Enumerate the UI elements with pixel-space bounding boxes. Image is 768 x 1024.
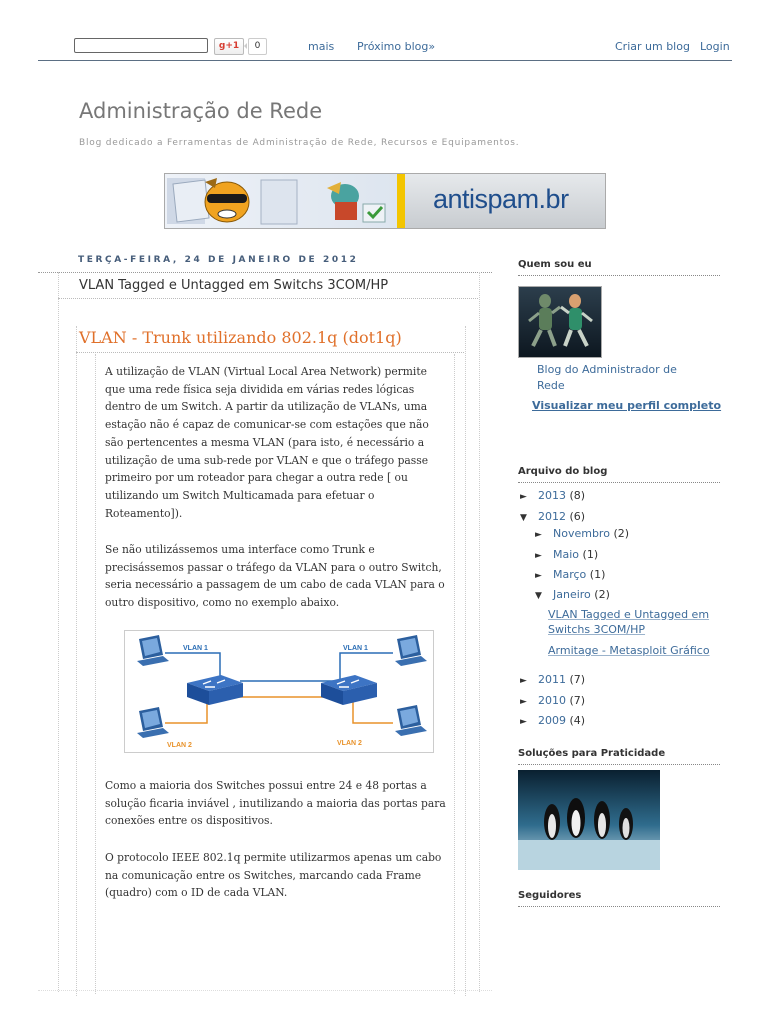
post-paragraph-2: Se não utilizássemos uma interface como Trunk e precisássemos passar o tráfego da VLAN para o outro Switch, seria necessário a passagem de um cabo de cada VLAN para o outro dispositivo, como no exemplo abaixo. (105, 543, 445, 610)
expand-arrow-icon[interactable]: ► (520, 717, 527, 727)
solutions-heading: Soluções para Praticidade (518, 748, 666, 759)
computer-bottom-left-icon (137, 707, 169, 738)
profile-figures-icon (519, 287, 601, 357)
post-paragraph-4: O protocolo IEEE 802.1q permite utilizarmos apenas um cabo na comunicação entre os Switches, marcando cada Frame (quadro) com o ID de cada VLAN. (105, 851, 442, 900)
post-title-divider (58, 298, 478, 299)
expand-arrow-icon[interactable]: ► (535, 551, 542, 561)
expand-arrow-icon[interactable]: ► (520, 492, 527, 502)
penguins-illustration-icon (518, 770, 660, 870)
blog-description: Blog dedicado a Ferramentas de Administração de Rede, Recursos e Equipamentos. (79, 138, 520, 148)
vlan2-left-link (165, 699, 207, 723)
expand-arrow-icon[interactable]: ► (520, 676, 527, 686)
collapse-arrow-icon[interactable]: ▼ (535, 591, 542, 601)
vlan-network-diagram[interactable] (124, 630, 434, 753)
expand-arrow-icon[interactable]: ► (520, 697, 527, 707)
switch-left-icon (187, 675, 243, 705)
navbar-search-input[interactable] (74, 38, 208, 53)
banner-stripe (397, 174, 405, 228)
section-title: VLAN - Trunk utilizando 802.1q (dot1q) (79, 328, 402, 347)
vlan2-right-link (353, 699, 393, 723)
banner-brand-text: antispam.br (433, 184, 569, 214)
vlan1-left-label: VLAN 1 (183, 645, 208, 652)
solutions-divider (518, 764, 720, 765)
archive-month-novembro[interactable]: ► Novembro (2) (535, 527, 630, 540)
banner-illustration (165, 174, 397, 228)
archive-year-2011[interactable]: ► 2011 (7) (520, 673, 586, 686)
switch-right-icon (321, 675, 377, 705)
archive-post-vlan[interactable]: VLAN Tagged e Untagged em Switchs 3COM/HP (548, 608, 710, 636)
profile-name-link[interactable]: Blog do Administrador de Rede (537, 363, 677, 392)
archive-heading: Arquivo do blog (518, 466, 608, 477)
vlan2-left-label: VLAN 2 (167, 742, 192, 749)
post-paragraph-1: A utilização de VLAN (Virtual Local Area Network) permite que uma rede física seja dividida em várias redes lógicas dentro de um Switch. A partir da utilização de VLANs, uma estação não é capaz de comunicar-se com estações que não são pertencentes a mesma VLAN (para isto, é necessário a utilização de uma sub-rede por VLAN e que o tráfego passe primeiro por um roteador para chegar a outra rede [ ou utilizando um Switch Multicamada para efetuar o Roteamento]). (105, 365, 429, 520)
more-link[interactable]: mais (308, 40, 335, 53)
create-blog-link[interactable]: Criar um blog (615, 40, 690, 53)
about-heading: Quem sou eu (518, 259, 592, 270)
archive-month-marco[interactable]: ► Março (1) (535, 568, 606, 581)
expand-arrow-icon[interactable]: ► (535, 571, 542, 581)
archive-year-2009[interactable]: ► 2009 (4) (520, 714, 586, 727)
computer-top-right-icon (395, 635, 427, 666)
section-title-divider (76, 352, 464, 353)
archive-month-janeiro[interactable]: ▼ Janeiro (2) (535, 588, 610, 601)
archive-year-2012[interactable]: ▼ 2012 (6) (520, 510, 586, 523)
archive-year-2010[interactable]: ► 2010 (7) (520, 694, 586, 707)
blog-title[interactable]: Administração de Rede (79, 99, 323, 123)
banner-mascot-icon (165, 174, 397, 228)
about-divider (518, 275, 720, 276)
antispam-banner[interactable] (164, 173, 606, 229)
archive-post-armitage[interactable]: Armitage - Metasploit Gráfico (548, 644, 710, 657)
followers-divider (518, 906, 720, 907)
vlan2-right-label: VLAN 2 (337, 740, 362, 747)
collapse-arrow-icon[interactable]: ▼ (520, 513, 527, 523)
penguins-image[interactable] (518, 770, 660, 870)
archive-month-maio[interactable]: ► Maio (1) (535, 548, 599, 561)
archive-divider (518, 482, 720, 483)
vlan1-right-label: VLAN 1 (343, 645, 368, 652)
post-title[interactable]: VLAN Tagged e Untagged em Switchs 3COM/HP (79, 278, 389, 293)
gplus-one-button[interactable]: g+1 (214, 38, 244, 55)
computer-bottom-right-icon (395, 705, 427, 736)
gplus-count: 0 (248, 38, 267, 55)
computer-top-left-icon (137, 635, 169, 666)
post-bottom-divider (38, 990, 492, 991)
login-link[interactable]: Login (700, 40, 730, 53)
profile-photo[interactable] (518, 286, 602, 358)
followers-heading: Seguidores (518, 890, 582, 901)
next-blog-link[interactable]: Próximo blog» (357, 40, 436, 53)
expand-arrow-icon[interactable]: ► (535, 530, 542, 540)
post-date: TERÇA-FEIRA, 24 DE JANEIRO DE 2012 (78, 255, 359, 265)
blogger-navbar (38, 36, 732, 61)
vlan-diagram-svg (125, 631, 433, 752)
archive-year-2013[interactable]: ► 2013 (8) (520, 489, 586, 502)
post-paragraph-3: Como a maioria dos Switches possui entre 24 e 48 portas a solução ficaria inviável , inutilizando a maioria das portas para conexões entre os dispositivos. (105, 779, 446, 828)
view-full-profile-link[interactable]: Visualizar meu perfil completo (532, 399, 722, 412)
